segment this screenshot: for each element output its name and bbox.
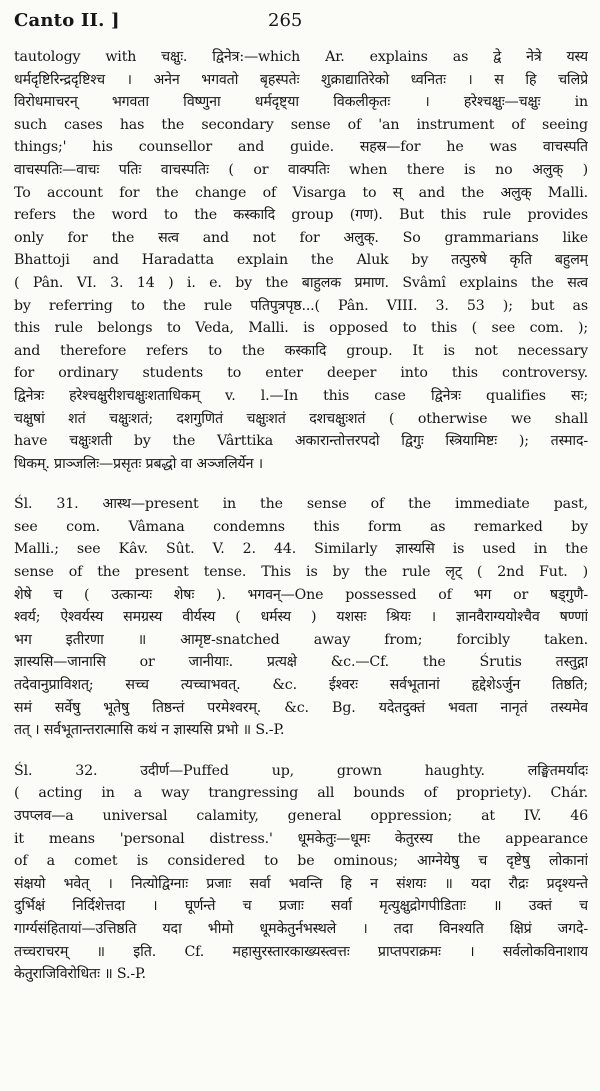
text-line: तत् । सर्वभूतान्तरात्मासि कथं न ज्ञास्यसि प्रभो ॥ S.-P. [14, 722, 285, 739]
text-line: things;' his counsellor and guide. सहस्र—for he was वाचस्पति [14, 139, 588, 156]
text-line: Malli.; see Kâv. Sût. V. 2. 44. Similarly ज्ञास्यसि is used in the [14, 541, 588, 558]
text-line: गार्ग्यसंहितायां—उत्तिष्ठति यदा भीमो धूमकेतुर्नभस्थले । तदा विनश्यति क्षिप्रं जगदे- [14, 920, 588, 937]
text-line: this rule belongs to Veda, Malli. is opposed to this ( see com. ); [14, 320, 588, 337]
text-line: धर्मदृष्टिरिन्द्रदृष्टिश्च । अनेन भगवतो बृहस्पतेः शुक्राद्यातिरेको ध्वनितः । स हि चलिप्रे [14, 71, 588, 88]
text-line: ( acting in a way trangressing all bounds of propriety). Chár. [14, 785, 588, 802]
text-line: tautology with चक्षुः. द्विनेत्र:—which Ar. explains as द्वे नेत्रे यस्य [14, 49, 588, 65]
text-line: दुर्भिक्षं निर्दिशेत्तदा । घूर्णन्ते च प्रजाः सर्वा मृत्युक्षुद्रोगपीडिताः ॥ उक्तं च [14, 898, 588, 915]
section-gap [14, 475, 588, 493]
text-line: विरोधमाचरन् भगवता विष्णुना धर्मदृष्ट्या विकलीकृतः । हरेश्चक्षुः—चक्षुः in [14, 94, 588, 111]
text-line: such cases has the secondary sense of 'an instrument of seeing [14, 116, 588, 133]
text-line: शेषे च ( उत्कान्यः शेषः ). भगवन्—One possessed of भग or षड्गुणै- [14, 586, 588, 603]
text-line: sense of the present tense. This is by the rule लृट् ( 2nd Fut. ) [14, 564, 588, 581]
page-header [14, 6, 588, 46]
text-line: तच्चराचरम् ॥ इति. Cf. महासुरस्तारकाख्यस्त्वत्तः प्राप्तपराक्रमः । सर्वलोकविनाशाय [14, 943, 588, 960]
text-line: ( Pân. VI. 3. 14 ) i. e. by the बाहुलक प्रमाण. Svâmî explains the सत्व [14, 274, 588, 291]
text-line: refers the word to the कस्कादि group (गण). But this rule provides [14, 207, 588, 224]
text-line: see com. Vâmana condemns this form as remarked by [14, 518, 588, 535]
text-line: of a comet is considered to be ominous; आग्नेयेषु च दृष्टेषु लोकानां [14, 853, 588, 870]
text-line: To account for the change of Visarga to स् and the अलुक् Malli. [14, 184, 588, 201]
text-line: and therefore refers to the कस्कादि group. It is not necessary [14, 342, 588, 359]
sloka-32-block [14, 760, 588, 986]
text-line: संक्षयो भवेत् । नित्योद्विग्नाः प्रजाः सर्वा भवन्ति हि न संशयः ॥ यदा रौद्रः प्रदृश्यन्ते [14, 875, 588, 892]
text-line: have चक्षुःशती by the Vârttika अकारान्तोत्तरपदो द्विगुः स्त्रियामिष्टः ); तस्माद- [14, 433, 588, 450]
text-line: द्विनेत्रः हरेश्चक्षुरीशचक्षुःशताधिकम् v. l.—In this case द्विनेत्रः qualifies सः; [14, 387, 588, 404]
page-number: 265 [268, 10, 303, 31]
section-gap [14, 742, 588, 760]
text-line: only for the सत्व and not for अलुक्. So grammarians like [14, 229, 588, 246]
text-line: तदेवानुप्राविशत्; सच्च त्यच्चाभवत्. &c. ईश्वरः सर्वभूतानां हृद्देशेऽर्जुन तिष्ठति; [14, 677, 588, 694]
text-line: भग इतीरणा ॥ आमृष्ट-snatched away from; forcibly taken. [14, 631, 588, 648]
text-line: for ordinary students to enter deeper into this controversy. [14, 365, 588, 382]
text-line: श्वर्य; ऐश्वर्यस्य समग्रस्य वीर्यस्य ( धर्मस्य ) यशसः श्रियः । ज्ञानवैराग्ययोश्चैव षण्णां [14, 609, 588, 626]
text-line: केतुराजिविरोधितः ॥ S.-P. [14, 966, 146, 983]
text-line: Śl. 32. उदीर्ण—Puffed up, grown haughty. लङ्घितमर्यादः [14, 762, 588, 779]
text-line: समं सर्वेषु भूतेषु तिष्ठन्तं परमेश्वरम्. &c. Bg. यदेतदुक्तं भवता नानृतं तस्यमेव [14, 699, 588, 716]
text-line: by referring to the rule पतिपुत्रपृष्ठ...( Pân. VIII. 3. 53 ); but as [14, 297, 588, 314]
text-line: it means 'personal distress.' धूमकेतुः—धूमः केतुरस्य the appearance [14, 830, 588, 847]
continuation-block [14, 46, 588, 475]
text-line: Śl. 31. आस्थ—present in the sense of the immediate past, [14, 496, 588, 513]
text-line: ज्ञास्यसि—जानासि or जानीयाः. प्रत्यक्षे &c.—Cf. the Śrutis तस्तुद्गा [14, 654, 588, 671]
sloka-31-block [14, 493, 588, 742]
text-line: धिकम्. प्राञ्जलिः—प्रसृतः प्रबद्धो वा अञ्जलिर्येन । [14, 455, 263, 472]
text-line: Bhattoji and Haradatta explain the Aluk by तत्पुरुषे कृति बहुलम् [14, 252, 588, 269]
text-line: वाचस्पतिः—वाचः पतिः वाचस्पतिः ( or वाक्पतिः when there is no अलुक् ) [14, 161, 588, 178]
running-head: Canto II. ] [14, 10, 120, 31]
text-line: उपप्लव—a universal calamity, general oppression; at IV. 46 [14, 808, 588, 824]
text-line: चक्षुषां शतं चक्षुःशतं; दशगुणितं चक्षुःशतं दशचक्षुःशतं ( otherwise we shall [14, 410, 588, 427]
